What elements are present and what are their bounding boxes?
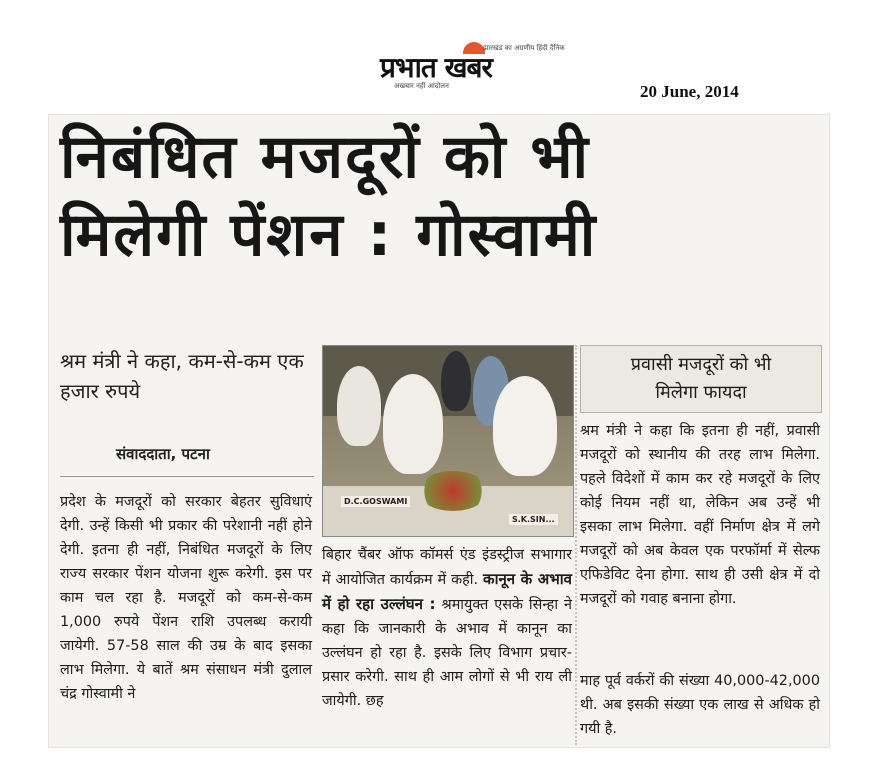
column-2-body: श्रमायुक्त एसके सिन्हा ने कहा कि जानकारी के अभाव में कानून का उल्लंघन हो रहा है. इसके लिए विभाग प्रचार-प्रसार करेगी. साथ ही आम लोगों से भी राय ली जायेगी. छह — [322, 597, 572, 709]
masthead-subline: अखबार नहीं आंदोलन — [394, 82, 449, 90]
photo-person — [383, 374, 443, 474]
sidebar-title — [581, 351, 821, 407]
publication-date: 20 June, 2014 — [640, 82, 739, 101]
photo-person — [493, 376, 557, 476]
article-column-3-tail: माह पूर्व वर्करों की संख्या 40,000-42,000 थी. अब इसकी संख्या एक लाख से अधिक हो गयी है. — [580, 673, 820, 737]
headline — [60, 118, 820, 274]
name-plate-right: S.K.SIN... — [509, 514, 558, 525]
news-photo — [322, 345, 574, 537]
sidebar-title-line-2: मिलेगा फायदा — [655, 382, 747, 403]
article-column-1: प्रदेश के मजदूरों को सरकार बेहतर सुविधाएं देगी. उन्हें किसी भी प्रकार की परेशानी नहीं होने देगी. इतना ही नहीं, निबंधित मजदूरों के लिए राज्य सरकार पेंशन योजना शुरू करेगी. इस पर काम चल रहा है. मजदूरों को कम-से-कम 1,000 रुपये पेंशन राशि उपलब्ध करायी जायेगी. 57-58 साल की उम्र के बाद इसका लाभ मिलेगा. ये बातें श्रम संसाधन मंत्री दुलाल चंद्र गोस्वामी ने — [60, 494, 312, 702]
photo-flowers — [418, 471, 488, 511]
byline-divider — [60, 476, 314, 477]
sidebar-title-box — [580, 345, 822, 413]
article-column-2 — [322, 543, 572, 713]
column-divider — [575, 345, 579, 745]
sidebar-title-line-1: प्रवासी मजदूरों को भी — [630, 354, 772, 375]
masthead-name: प्रभात खबर — [380, 51, 492, 84]
newspaper-masthead — [380, 42, 565, 100]
photo-person — [337, 366, 381, 446]
sidebar-body: श्रम मंत्री ने कहा कि इतना ही नहीं, प्रवासी मजदूरों को स्थानीय की तरह लाभ मिलेगा. पहले विदेशों में काम कर रहे मजदूरों के लिए कोई नियम नहीं था, लेकिन अब उन्हें भी इसका लाभ मिलेगा. वहीं निर्माण क्षेत्र में लगे मजदूरों को अब केवल एक परफॉर्मा में सेल्फ एफिडेविट देना होगा. साथ ही उसी क्षेत्र में दो मजदूरों को गवाह बनाना होगा. — [580, 423, 820, 607]
subheadline: श्रम मंत्री ने कहा, कम-से-कम एक हजार रुपये — [60, 349, 304, 403]
headline-line-1: निबंधित मजदूरों को भी — [60, 122, 591, 192]
byline: संवाददाता, पटना — [116, 445, 210, 463]
masthead-tagline: झारखंड का अग्रणीय हिंदी दैनिक — [483, 44, 565, 52]
name-plate-left: D.C.GOSWAMI — [341, 496, 410, 507]
photo-person — [441, 351, 471, 411]
subheading-kicker: कानून के अभाव में हो रहा उल्लंघन : — [322, 570, 573, 613]
headline-line-2: मिलेगी पेंशन : गोस्वामी — [60, 200, 598, 270]
column-2-intro: बिहार चैंबर ऑफ कॉमर्स एंड इंडस्ट्रीज सभागार में आयोजित कार्यक्रम में कही. — [322, 547, 572, 588]
